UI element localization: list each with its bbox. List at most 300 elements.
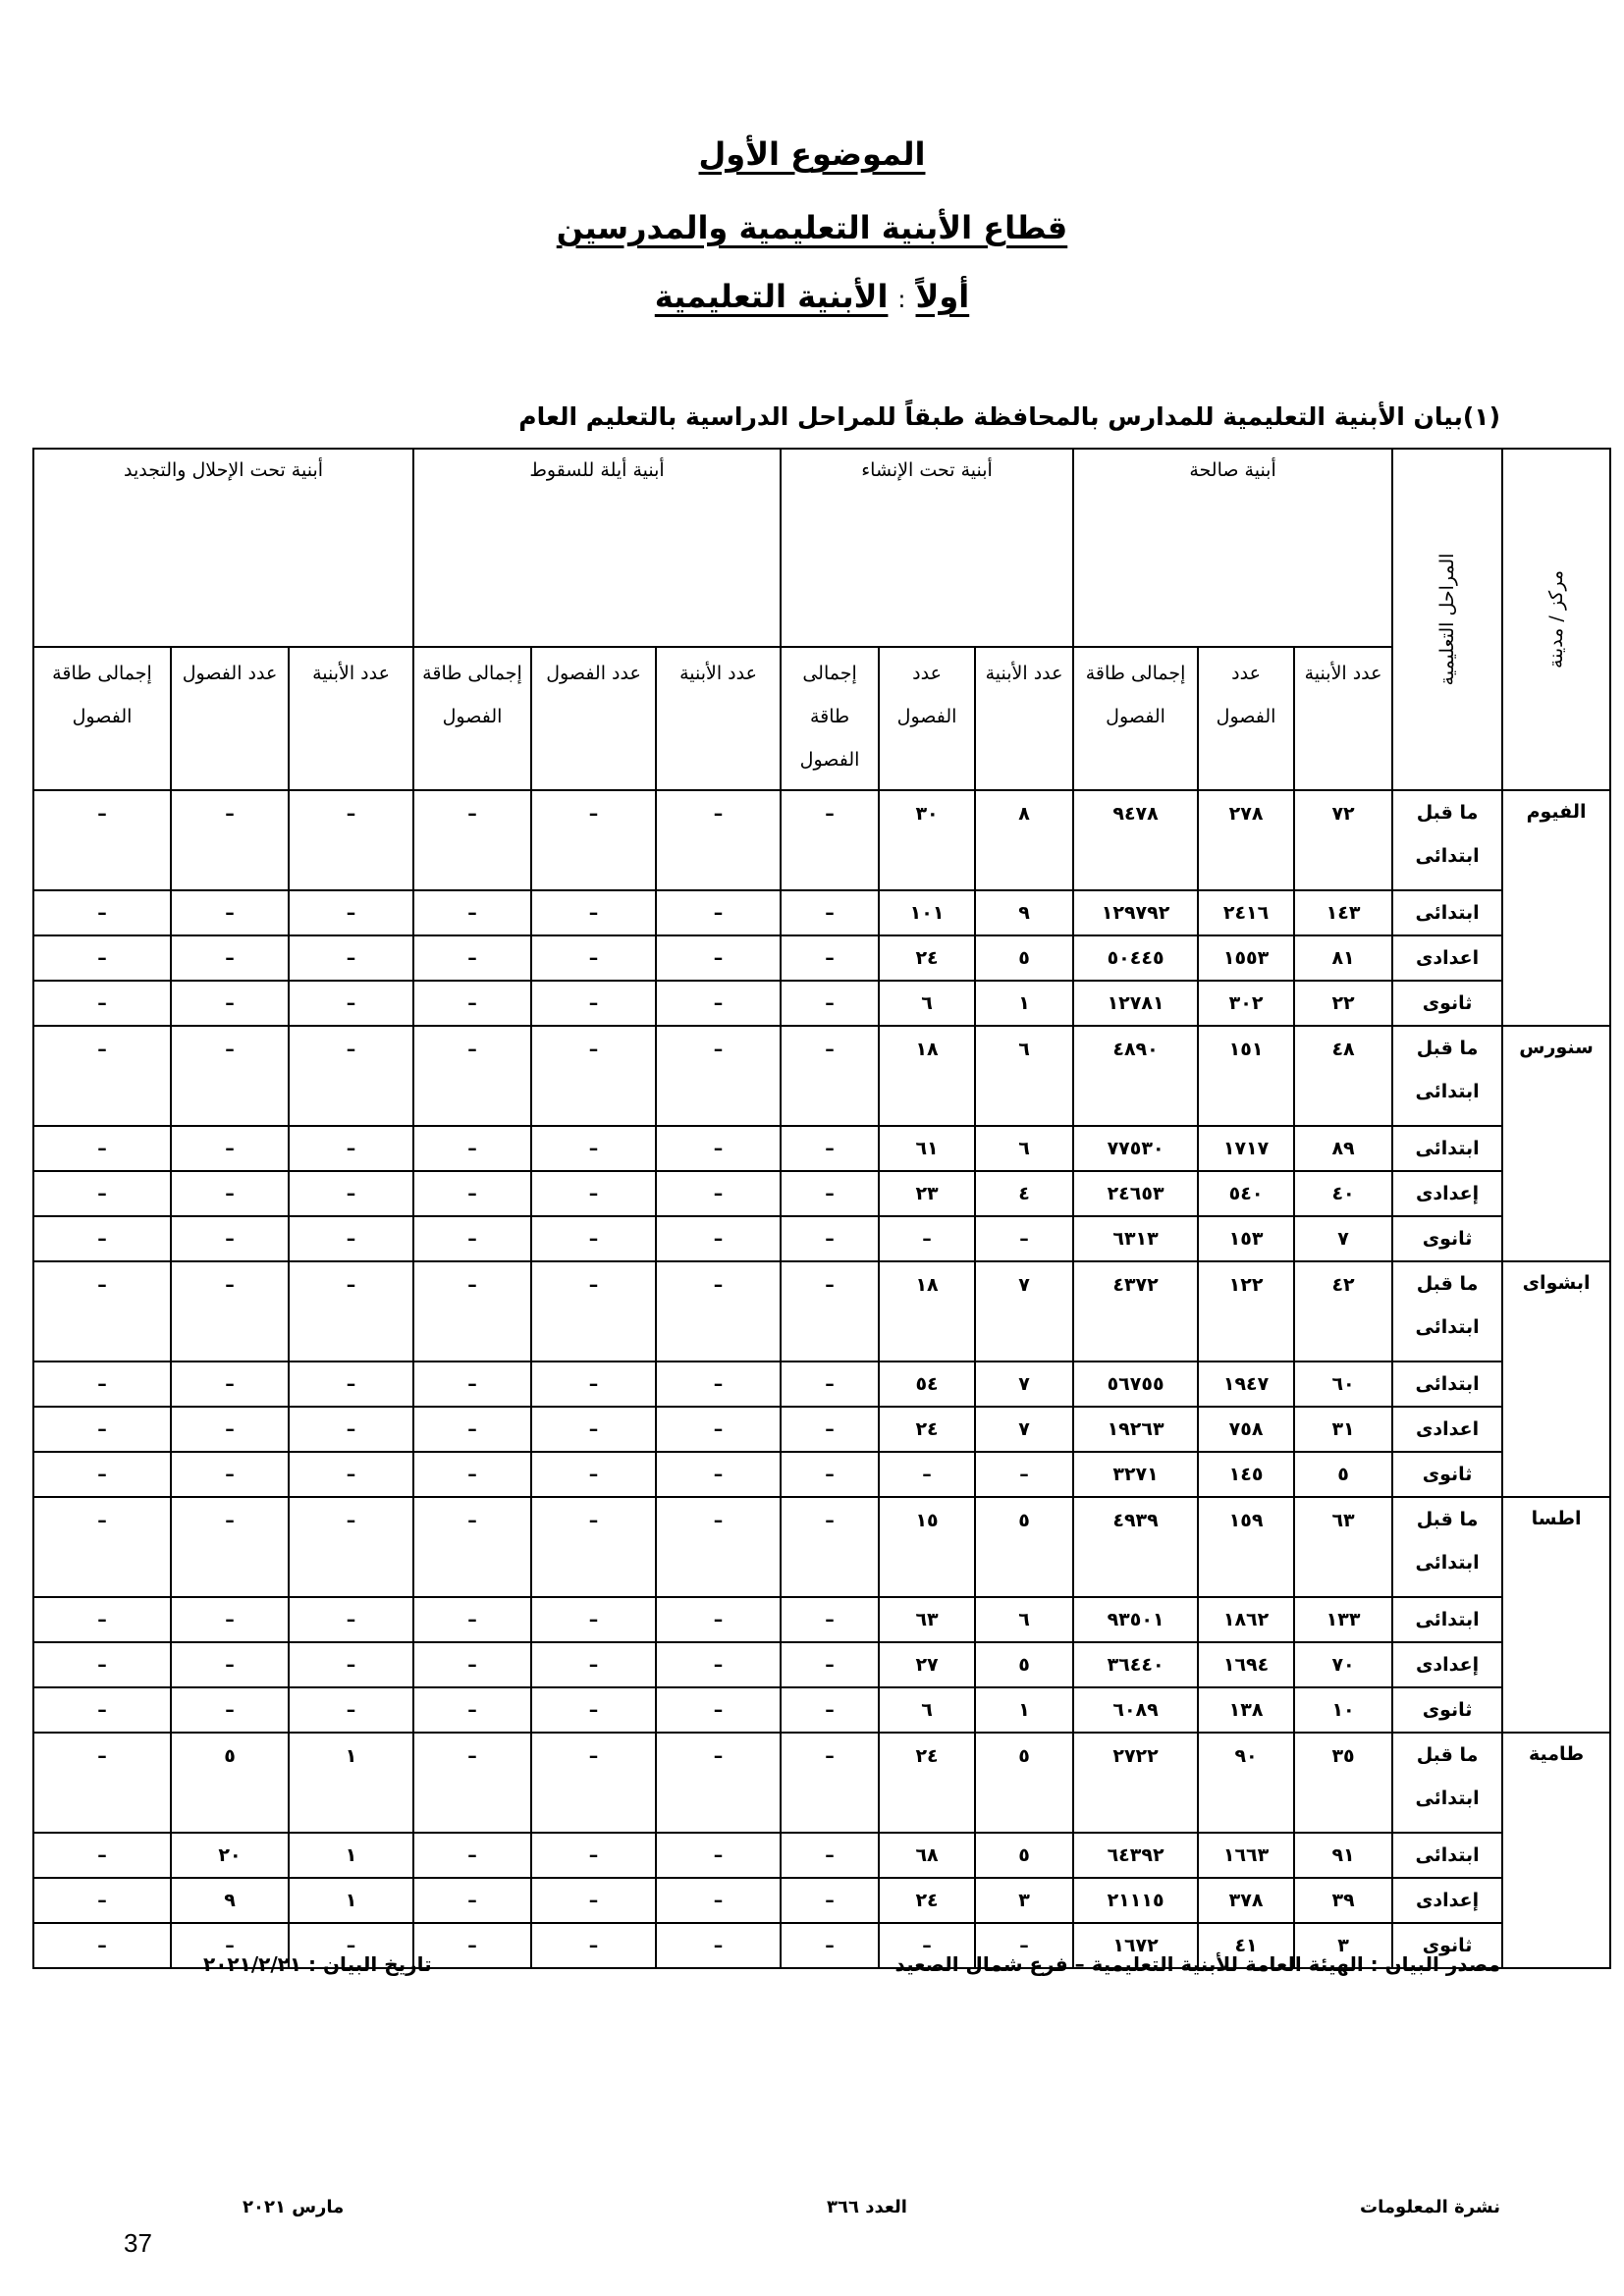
value-cell: ٤٨	[1294, 1026, 1392, 1126]
value-cell: ٥	[975, 1733, 1073, 1833]
stage-cell: إعدادى	[1392, 1878, 1502, 1923]
value-cell: –	[656, 1833, 781, 1878]
stage-cell: ثانوى	[1392, 1687, 1502, 1733]
value-cell: –	[413, 790, 531, 890]
value-cell: –	[531, 1833, 656, 1878]
value-cell: ٥	[975, 1642, 1073, 1687]
value-cell: ٦	[975, 1126, 1073, 1171]
value-cell: ٢١١١٥	[1073, 1878, 1198, 1923]
center-cell: الفيوم	[1502, 790, 1610, 1026]
value-cell: –	[531, 981, 656, 1026]
value-cell: ٩٠	[1198, 1733, 1294, 1833]
value-cell: ١٨	[879, 1261, 975, 1362]
value-cell: –	[413, 1026, 531, 1126]
value-cell: ١٢٩٧٩٢	[1073, 890, 1198, 935]
value-cell: ١٧١٧	[1198, 1126, 1294, 1171]
stage-cell: اعدادى	[1392, 1407, 1502, 1452]
value-cell: –	[656, 1026, 781, 1126]
data-source: مصدر البيان : الهيئة العامة للأبنية التعليمية – فرع شمال الصعيد	[894, 1952, 1500, 1976]
subheader-buildings: عدد الأبنية	[1294, 647, 1392, 790]
value-cell: –	[781, 1878, 879, 1923]
value-cell: –	[656, 1261, 781, 1362]
value-cell: ٢٤١٦	[1198, 890, 1294, 935]
subheader-classes: عدد الفصول	[1198, 647, 1294, 790]
value-cell: –	[289, 1923, 413, 1968]
value-cell: –	[531, 1642, 656, 1687]
table-row	[33, 1597, 1610, 1642]
value-cell: ٦	[879, 1687, 975, 1733]
value-cell: ٦٠٨٩	[1073, 1687, 1198, 1733]
value-cell: –	[413, 1261, 531, 1362]
stage-cell: ابتدائى	[1392, 1362, 1502, 1407]
value-cell: ١	[289, 1833, 413, 1878]
value-cell: –	[289, 935, 413, 981]
value-cell: –	[33, 1216, 171, 1261]
value-cell: –	[781, 1216, 879, 1261]
value-cell: ٣٩	[1294, 1878, 1392, 1923]
value-cell: –	[781, 1362, 879, 1407]
sector-title: قطاع الأبنية التعليمية والمدرسين	[556, 209, 1068, 246]
value-cell: –	[171, 790, 289, 890]
value-cell: ٣٦٤٤٠	[1073, 1642, 1198, 1687]
value-cell: ٥	[975, 935, 1073, 981]
value-cell: –	[531, 1452, 656, 1497]
subheader-buildings: عدد الأبنية	[656, 647, 781, 790]
table-row	[33, 935, 1610, 981]
value-cell: ٣٠	[879, 790, 975, 890]
value-cell: ٥	[1294, 1452, 1392, 1497]
value-cell: –	[33, 890, 171, 935]
value-cell: ٥٦٧٥٥	[1073, 1362, 1198, 1407]
value-cell: –	[33, 1026, 171, 1126]
value-cell: –	[975, 1452, 1073, 1497]
value-cell: ٣٧٨	[1198, 1878, 1294, 1923]
value-cell: ٦٨	[879, 1833, 975, 1878]
value-cell: –	[656, 1407, 781, 1452]
value-cell: ٧٥٨	[1198, 1407, 1294, 1452]
value-cell: –	[33, 935, 171, 981]
value-cell: ١	[975, 981, 1073, 1026]
value-cell: –	[171, 981, 289, 1026]
table-row	[33, 981, 1610, 1026]
value-cell: –	[781, 1733, 879, 1833]
table-header	[33, 449, 1610, 790]
subheader-capacity: إجمالى طاقة الفصول	[33, 647, 171, 790]
value-cell: –	[656, 790, 781, 890]
value-cell: ٢٧٢٢	[1073, 1733, 1198, 1833]
value-cell: –	[289, 1642, 413, 1687]
header-stage: المراحل التعليمية	[1392, 449, 1502, 790]
value-cell: –	[531, 790, 656, 890]
value-cell: ٤٠	[1294, 1171, 1392, 1216]
value-cell: –	[656, 981, 781, 1026]
subheader-buildings: عدد الأبنية	[289, 647, 413, 790]
value-cell: ٧٠	[1294, 1642, 1392, 1687]
value-cell: ١	[289, 1733, 413, 1833]
value-cell: –	[413, 1597, 531, 1642]
value-cell: ٢٤	[879, 935, 975, 981]
value-cell: –	[781, 790, 879, 890]
stage-cell: إعدادى	[1392, 1171, 1502, 1216]
value-cell: –	[413, 1362, 531, 1407]
stage-cell: ما قبل ابتدائى	[1392, 1497, 1502, 1597]
value-cell: ٦٤٣٩٢	[1073, 1833, 1198, 1878]
value-cell: –	[656, 1878, 781, 1923]
value-cell: ٣١	[1294, 1407, 1392, 1452]
value-cell: –	[531, 1126, 656, 1171]
value-cell: –	[171, 1407, 289, 1452]
value-cell: –	[879, 1216, 975, 1261]
table-row	[33, 1362, 1610, 1407]
table-row	[33, 1126, 1610, 1171]
value-cell: –	[656, 1923, 781, 1968]
table-row	[33, 1497, 1610, 1597]
value-cell: ٤٢	[1294, 1261, 1392, 1362]
value-cell: ٤٩٣٩	[1073, 1497, 1198, 1597]
value-cell: –	[531, 890, 656, 935]
value-cell: ١٦٩٤	[1198, 1642, 1294, 1687]
value-cell: –	[289, 1261, 413, 1362]
value-cell: ٦٣	[1294, 1497, 1392, 1597]
value-cell: ١٢٧٨١	[1073, 981, 1198, 1026]
table-row	[33, 1407, 1610, 1452]
table-row	[33, 890, 1610, 935]
header-group-under-construction: أبنية تحت الإنشاء	[781, 449, 1073, 647]
subheader-classes: عدد الفصول	[171, 647, 289, 790]
value-cell: –	[33, 1923, 171, 1968]
value-cell: ٦	[879, 981, 975, 1026]
table-body	[33, 790, 1610, 1968]
value-cell: –	[781, 1833, 879, 1878]
value-cell: ١٩٤٧	[1198, 1362, 1294, 1407]
value-cell: –	[781, 935, 879, 981]
value-cell: ١٣٣	[1294, 1597, 1392, 1642]
value-cell: –	[531, 1261, 656, 1362]
value-cell: ٣	[975, 1878, 1073, 1923]
value-cell: ٢٤	[879, 1733, 975, 1833]
value-cell: –	[781, 981, 879, 1026]
value-cell: –	[531, 935, 656, 981]
value-cell: –	[33, 1733, 171, 1833]
table-row	[33, 1026, 1610, 1126]
value-cell: –	[289, 790, 413, 890]
value-cell: –	[413, 890, 531, 935]
table-row	[33, 1171, 1610, 1216]
value-cell: ١٩٢٦٣	[1073, 1407, 1198, 1452]
value-cell: ٥٤	[879, 1362, 975, 1407]
value-cell: –	[781, 1261, 879, 1362]
value-cell: –	[656, 1687, 781, 1733]
value-cell: –	[781, 1597, 879, 1642]
value-cell: ٨	[975, 790, 1073, 890]
footer-month: مارس ٢٠٢١	[243, 2197, 345, 2217]
footer-publication: نشرة المعلومات	[1360, 2197, 1500, 2217]
table-caption: (١)بيان الأبنية التعليمية للمدارس بالمحافظة طبقاً للمراحل الدراسية بالتعليم العام	[518, 402, 1500, 431]
value-cell: ٩٣٥٠١	[1073, 1597, 1198, 1642]
value-cell: –	[531, 1687, 656, 1733]
value-cell: –	[656, 890, 781, 935]
header-group-collapsing: أبنية أيلة للسقوط	[413, 449, 781, 647]
value-cell: ٤٣٧٢	[1073, 1261, 1198, 1362]
value-cell: ٥٠٤٤٥	[1073, 935, 1198, 981]
value-cell: ١٤٣	[1294, 890, 1392, 935]
value-cell: –	[171, 1497, 289, 1597]
value-cell: ٨١	[1294, 935, 1392, 981]
value-cell: ٢٤٦٥٣	[1073, 1171, 1198, 1216]
value-cell: –	[171, 1216, 289, 1261]
value-cell: –	[656, 1216, 781, 1261]
value-cell: –	[413, 1452, 531, 1497]
table-row	[33, 790, 1610, 890]
value-cell: –	[781, 1687, 879, 1733]
value-cell: –	[289, 1362, 413, 1407]
value-cell: ٧٧٥٣٠	[1073, 1126, 1198, 1171]
value-cell: ١	[289, 1878, 413, 1923]
value-cell: ٢٤	[879, 1878, 975, 1923]
value-cell: ١٥٣	[1198, 1216, 1294, 1261]
value-cell: ٦١	[879, 1126, 975, 1171]
value-cell: –	[531, 1216, 656, 1261]
value-cell: –	[656, 1733, 781, 1833]
value-cell: ٩	[975, 890, 1073, 935]
table-row	[33, 1733, 1610, 1833]
value-cell: –	[975, 1923, 1073, 1968]
document-title: الموضوع الأول	[698, 135, 926, 173]
value-cell: –	[289, 1687, 413, 1733]
value-cell: ٩٤٧٨	[1073, 790, 1198, 890]
value-cell: –	[171, 1452, 289, 1497]
value-cell: –	[413, 1687, 531, 1733]
center-cell: ابشواى	[1502, 1261, 1610, 1497]
value-cell: –	[656, 1497, 781, 1597]
value-cell: ١٦٧٢	[1073, 1923, 1198, 1968]
value-cell: ٦	[975, 1597, 1073, 1642]
table-row	[33, 1687, 1610, 1733]
value-cell: –	[171, 1923, 289, 1968]
value-cell: –	[33, 1833, 171, 1878]
value-cell: –	[289, 1407, 413, 1452]
value-cell: –	[781, 1923, 879, 1968]
value-cell: ١	[975, 1687, 1073, 1733]
value-cell: –	[879, 1923, 975, 1968]
value-cell: –	[33, 1407, 171, 1452]
value-cell: ٤١	[1198, 1923, 1294, 1968]
value-cell: –	[656, 1452, 781, 1497]
stage-cell: ما قبل ابتدائى	[1392, 1261, 1502, 1362]
value-cell: –	[33, 1597, 171, 1642]
value-cell: –	[656, 1597, 781, 1642]
value-cell: –	[289, 981, 413, 1026]
data-date: تاريخ البيان : ٢٠٢١/٢/٢١	[203, 1952, 432, 1976]
value-cell: –	[413, 1878, 531, 1923]
value-cell: –	[531, 1026, 656, 1126]
value-cell: –	[33, 1171, 171, 1216]
value-cell: –	[781, 1026, 879, 1126]
value-cell: ٥	[975, 1497, 1073, 1597]
table-row	[33, 1452, 1610, 1497]
stage-cell: ما قبل ابتدائى	[1392, 790, 1502, 890]
value-cell: –	[656, 1642, 781, 1687]
section-prefix: أولاً	[915, 278, 970, 315]
header-group-renovation: أبنية تحت الإحلال والتجديد	[33, 449, 413, 647]
value-cell: –	[531, 1497, 656, 1597]
value-cell: ٢٤	[879, 1407, 975, 1452]
value-cell: ١٠	[1294, 1687, 1392, 1733]
value-cell: –	[171, 1597, 289, 1642]
value-cell: –	[33, 790, 171, 890]
stage-cell: ما قبل ابتدائى	[1392, 1733, 1502, 1833]
value-cell: ٦٣	[879, 1597, 975, 1642]
value-cell: ٧	[975, 1407, 1073, 1452]
value-cell: –	[656, 935, 781, 981]
value-cell: –	[33, 1452, 171, 1497]
value-cell: ٥٤٠	[1198, 1171, 1294, 1216]
value-cell: –	[171, 1171, 289, 1216]
value-cell: ١٨	[879, 1026, 975, 1126]
value-cell: ٧	[975, 1261, 1073, 1362]
value-cell: ٣٥	[1294, 1733, 1392, 1833]
page-number: 37	[124, 2228, 152, 2258]
value-cell: ٣٠٢	[1198, 981, 1294, 1026]
value-cell: ٩١	[1294, 1833, 1392, 1878]
table-row	[33, 1833, 1610, 1878]
value-cell: –	[413, 1216, 531, 1261]
value-cell: ٢٧٨	[1198, 790, 1294, 890]
value-cell: ١٤٥	[1198, 1452, 1294, 1497]
section-main: الأبنية التعليمية	[654, 278, 889, 315]
value-cell: ٧	[975, 1362, 1073, 1407]
stage-cell: اعدادى	[1392, 935, 1502, 981]
value-cell: –	[413, 1923, 531, 1968]
value-cell: –	[413, 1833, 531, 1878]
value-cell: –	[879, 1452, 975, 1497]
value-cell: –	[171, 1026, 289, 1126]
value-cell: –	[531, 1733, 656, 1833]
stage-cell: ما قبل ابتدائى	[1392, 1026, 1502, 1126]
table-row	[33, 1216, 1610, 1261]
table-row	[33, 1878, 1610, 1923]
stage-cell: ثانوى	[1392, 1452, 1502, 1497]
subheader-capacity: إجمالى طاقة الفصول	[781, 647, 879, 790]
value-cell: –	[781, 1171, 879, 1216]
value-cell: ٢٧	[879, 1642, 975, 1687]
value-cell: –	[289, 1216, 413, 1261]
value-cell: –	[781, 1452, 879, 1497]
value-cell: –	[531, 1362, 656, 1407]
center-cell: سنورس	[1502, 1026, 1610, 1261]
table-row	[33, 1642, 1610, 1687]
value-cell: ٢٠	[171, 1833, 289, 1878]
value-cell: –	[171, 935, 289, 981]
value-cell: –	[289, 1452, 413, 1497]
header-center: مركز / مدينة	[1502, 449, 1610, 790]
value-cell: –	[656, 1171, 781, 1216]
value-cell: ٥	[171, 1733, 289, 1833]
value-cell: ١٥	[879, 1497, 975, 1597]
value-cell: –	[171, 890, 289, 935]
stage-cell: إعدادى	[1392, 1642, 1502, 1687]
value-cell: ١٠١	[879, 890, 975, 935]
value-cell: –	[33, 1497, 171, 1597]
value-cell: –	[33, 981, 171, 1026]
center-cell: اطسا	[1502, 1497, 1610, 1733]
value-cell: ٦	[975, 1026, 1073, 1126]
value-cell: –	[289, 1497, 413, 1597]
stage-cell: ثانوى	[1392, 981, 1502, 1026]
value-cell: –	[413, 1497, 531, 1597]
value-cell: ١٥١	[1198, 1026, 1294, 1126]
value-cell: –	[171, 1362, 289, 1407]
buildings-table	[32, 448, 1611, 1969]
section-title	[0, 278, 1624, 315]
value-cell: ١٥٩	[1198, 1497, 1294, 1597]
value-cell: –	[33, 1642, 171, 1687]
value-cell: ٧٢	[1294, 790, 1392, 890]
value-cell: –	[171, 1126, 289, 1171]
value-cell: ١٦٦٣	[1198, 1833, 1294, 1878]
value-cell: –	[975, 1216, 1073, 1261]
stage-cell: ثانوى	[1392, 1923, 1502, 1968]
value-cell: ٧	[1294, 1216, 1392, 1261]
header-group-valid: أبنية صالحة	[1073, 449, 1392, 647]
value-cell: –	[531, 1407, 656, 1452]
value-cell: –	[656, 1362, 781, 1407]
value-cell: ١٥٥٣	[1198, 935, 1294, 981]
value-cell: ٦٠	[1294, 1362, 1392, 1407]
value-cell: ٤٨٩٠	[1073, 1026, 1198, 1126]
value-cell: ٣	[1294, 1923, 1392, 1968]
subheader-capacity: إجمالى طاقة الفصول	[1073, 647, 1198, 790]
value-cell: –	[531, 1878, 656, 1923]
value-cell: –	[413, 981, 531, 1026]
stage-cell: ابتدائى	[1392, 1126, 1502, 1171]
value-cell: ٨٩	[1294, 1126, 1392, 1171]
value-cell: –	[781, 1497, 879, 1597]
value-cell: ٥	[975, 1833, 1073, 1878]
value-cell: –	[781, 1126, 879, 1171]
value-cell: ٩	[171, 1878, 289, 1923]
subheader-classes: عدد الفصول	[879, 647, 975, 790]
value-cell: –	[781, 890, 879, 935]
value-cell: –	[289, 1126, 413, 1171]
value-cell: –	[781, 1642, 879, 1687]
value-cell: –	[171, 1642, 289, 1687]
value-cell: –	[289, 1597, 413, 1642]
value-cell: –	[33, 1878, 171, 1923]
stage-cell: ابتدائى	[1392, 890, 1502, 935]
value-cell: ٤	[975, 1171, 1073, 1216]
value-cell: ٣٢٧١	[1073, 1452, 1198, 1497]
section-separator: :	[897, 286, 906, 313]
value-cell: ٦٣١٣	[1073, 1216, 1198, 1261]
value-cell: –	[413, 1171, 531, 1216]
stage-cell: ثانوى	[1392, 1216, 1502, 1261]
table-row	[33, 1261, 1610, 1362]
center-cell: طامية	[1502, 1733, 1610, 1968]
value-cell: ١٨٦٢	[1198, 1597, 1294, 1642]
value-cell: –	[33, 1362, 171, 1407]
subheader-buildings: عدد الأبنية	[975, 647, 1073, 790]
value-cell: ٢٢	[1294, 981, 1392, 1026]
value-cell: –	[33, 1126, 171, 1171]
footer-issue: العدد ٣٦٦	[827, 2197, 907, 2217]
value-cell: –	[413, 935, 531, 981]
value-cell: –	[33, 1261, 171, 1362]
value-cell: –	[413, 1407, 531, 1452]
value-cell: ١٢٢	[1198, 1261, 1294, 1362]
value-cell: –	[781, 1407, 879, 1452]
value-cell: –	[413, 1642, 531, 1687]
